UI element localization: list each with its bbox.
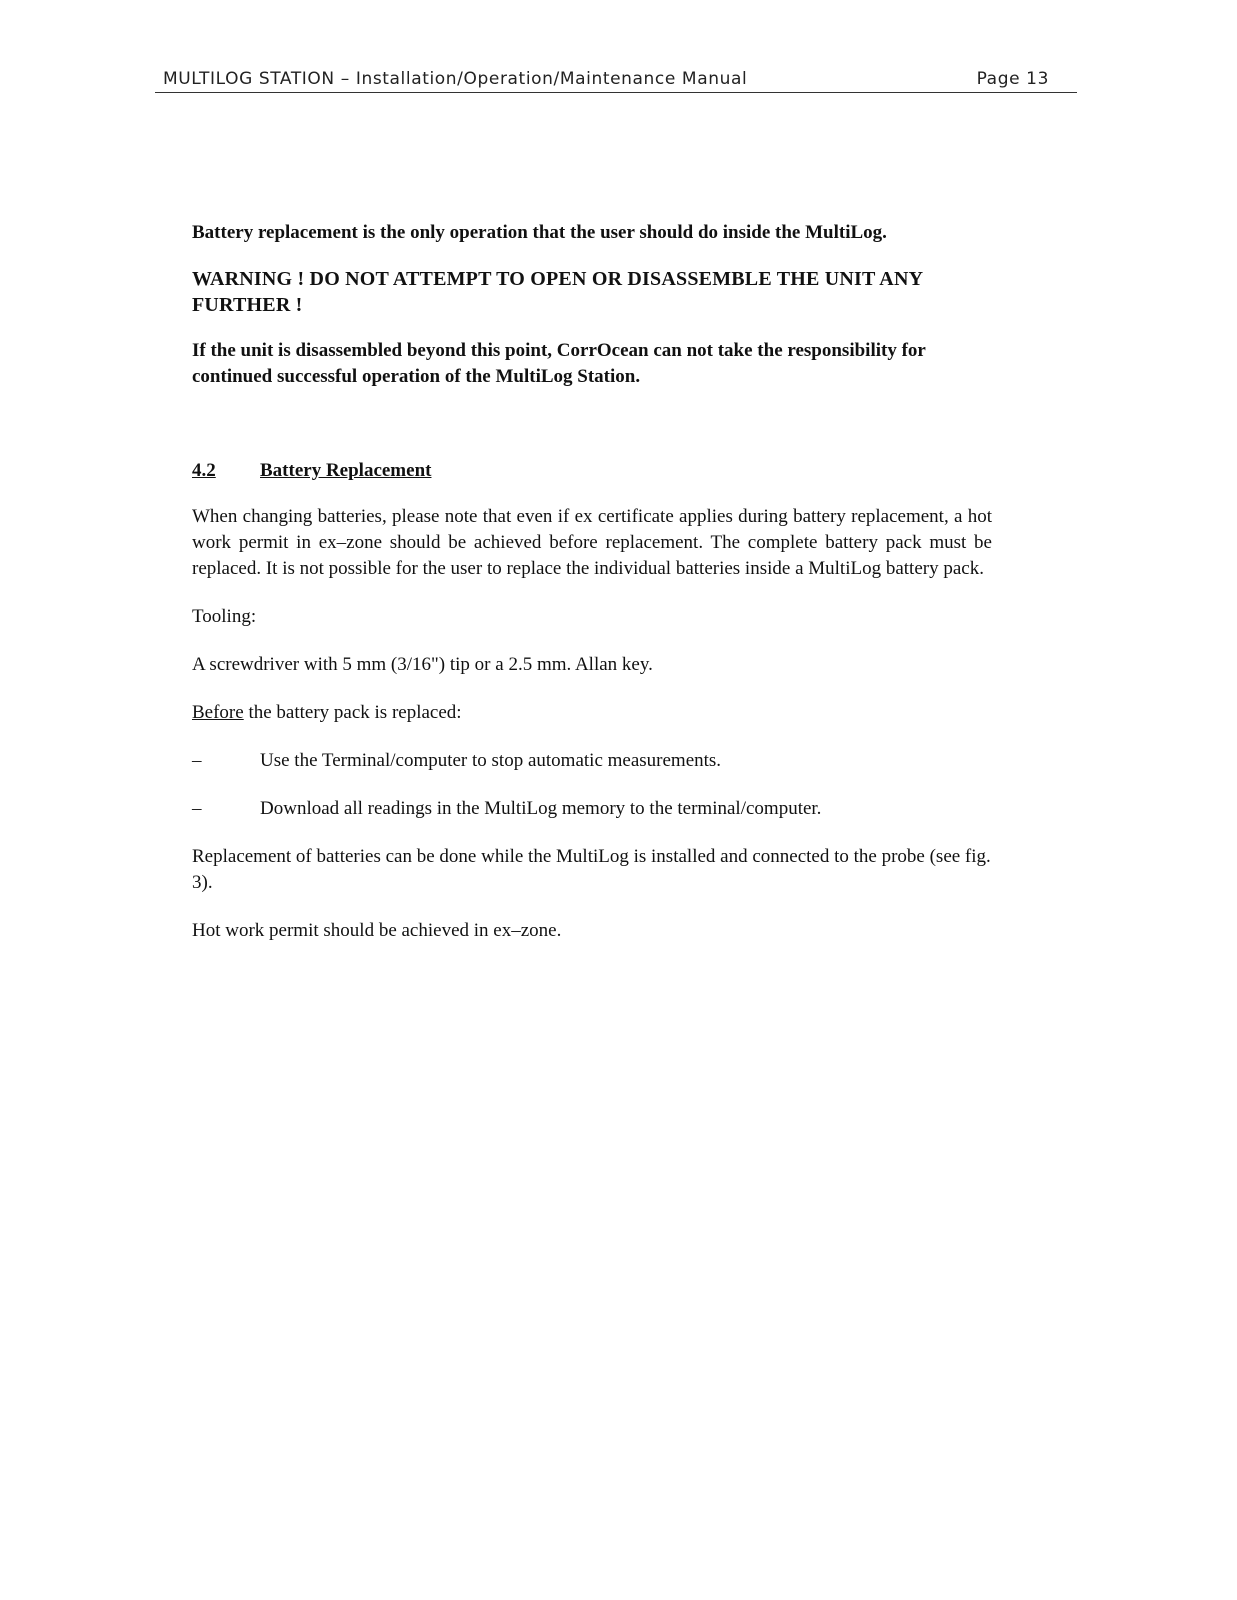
page-header (155, 68, 1077, 93)
before-replacement-line (192, 700, 992, 726)
hot-work-paragraph: Hot work permit should be achieved in ex–zone. (192, 920, 562, 941)
replacement-paragraph: Replacement of batteries can be done while the MultiLog is installed and connected to the probe (see fig. 3). (192, 846, 991, 893)
page-number: Page 13 (976, 69, 1049, 89)
notice-intro: Battery replacement is the only operation that the user should do inside the MultiLog. (192, 222, 887, 243)
header-title: MULTILOG STATION – Installation/Operation/Maintenance Manual (163, 69, 748, 89)
step-text: Use the Terminal/computer to stop automatic measurements. (260, 750, 722, 771)
before-word: Before (192, 702, 244, 723)
list-item (192, 748, 992, 774)
before-rest: the battery pack is replaced: (243, 702, 462, 723)
dash-marker: – (192, 750, 202, 771)
page-content (192, 220, 992, 944)
tooling-label: Tooling: (192, 606, 257, 627)
section-title: Battery Replacement (260, 460, 432, 481)
responsibility-notice: If the unit is disassembled beyond this point, CorrOcean can not take the responsibility for continued successful operation of the MultiLog Station. (192, 340, 926, 387)
battery-change-paragraph: When changing batteries, please note that even if ex certificate applies during battery replacement, a hot work permit in ex–zone should be achieved before replacement. The complete battery pack must be replaced. It is not possible for the user to replace the individual batteries inside a MultiLog battery pack. (192, 506, 992, 579)
list-item (192, 796, 992, 822)
dash-marker: – (192, 798, 202, 819)
tooling-text: A screwdriver with 5 mm (3/16") tip or a 2.5 mm. Allan key. (192, 654, 653, 675)
step-text: Download all readings in the MultiLog memory to the terminal/computer. (260, 798, 822, 819)
warning-text: WARNING ! DO NOT ATTEMPT TO OPEN OR DISASSEMBLE THE UNIT ANY FURTHER ! (192, 268, 923, 316)
section-number: 4.2 (192, 460, 216, 481)
section-heading (192, 458, 992, 484)
